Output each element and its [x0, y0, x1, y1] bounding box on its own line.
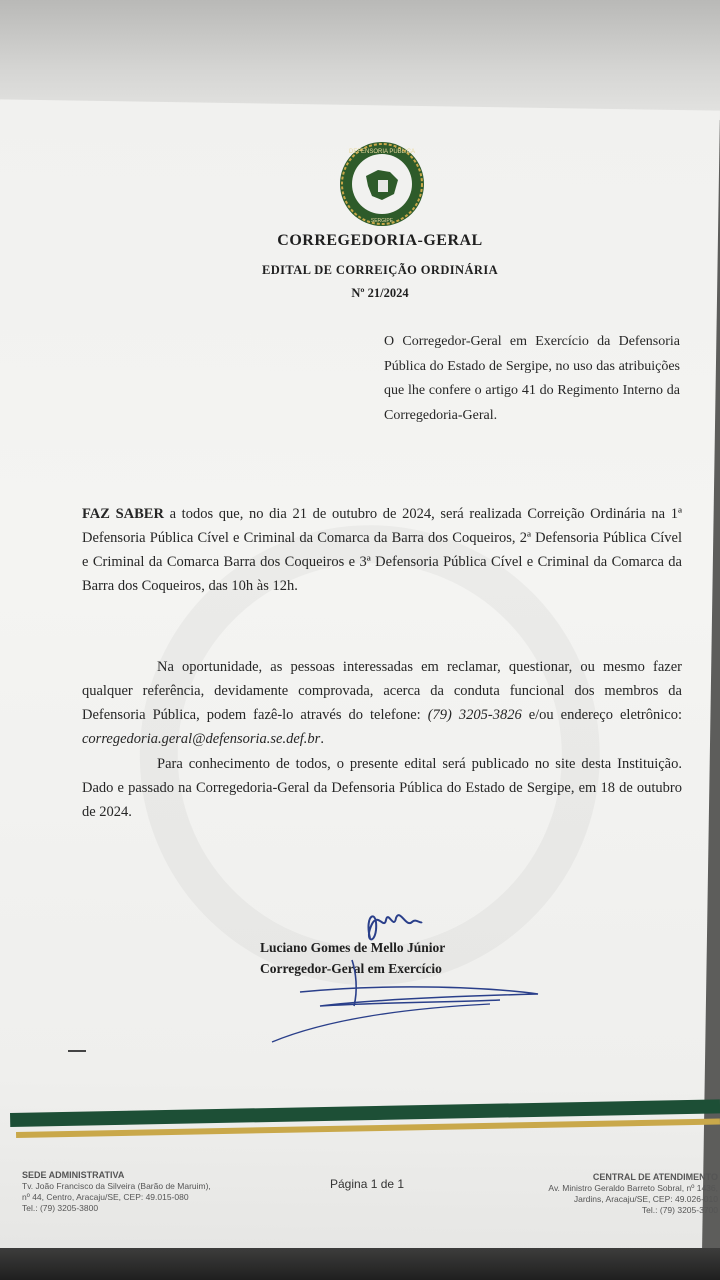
- footer-central-address: CENTRAL DE ATENDIMENTO Av. Ministro Geraldo Barreto Sobral, nº 1436, Jardins, Aracaju/SE, CEP: 49.026-010 Tel.: (79) 3205-3700: [548, 1172, 718, 1215]
- phone-number: (79) 3205-3826: [427, 707, 522, 723]
- document-subtitle: EDITAL DE CORREIÇÃO ORDINÁRIA: [261, 263, 499, 277]
- paragraph-2-text: Na oportunidade, as pessoas interessadas em reclamar, questionar, ou mesmo fazer qualquer referência, devidamente comprovada, acerca da conduta funcional dos membros da Defensoria Pública, podem fazê-lo através do telefone:: [82, 659, 682, 723]
- document-title: CORREGEDORIA-GERAL: [277, 232, 483, 249]
- mark-dash: [68, 1050, 86, 1052]
- footer-sede-address: SEDE ADMINISTRATIVA Tv. João Francisco da Silveira (Barão de Maruim), nº 44, Centro, Aracaju/SE, CEP: 49.015-080 Tel.: (79) 3205-3800: [22, 1170, 211, 1213]
- paragraph-publication: [82, 752, 682, 824]
- defensoria-seal-icon: [338, 140, 426, 228]
- edital-number: Nº 21/2024: [351, 286, 409, 300]
- paragraph-3-text: Para conhecimento de todos, o presente edital será publicado no site desta Instituição. Dado e passado na Corregedoria-Geral da Defensoria Pública do Estado de Sergipe, em 18 de outubro de 2024.: [82, 756, 682, 820]
- signatory-role: Corregedor-Geral em Exercício: [260, 961, 442, 976]
- preamble-text: O Corregedor-Geral em Exercício da Defensoria Pública do Estado de Sergipe, no uso das atribuições que lhe confere o artigo 41 do Regimento Interno da Corregedoria-Geral.: [384, 334, 680, 423]
- page-indicator: Página 1 de 1: [330, 1177, 405, 1191]
- paragraph-faz-saber: [82, 502, 682, 598]
- signatory-name: Luciano Gomes de Mello Júnior: [260, 940, 446, 955]
- bottom-shadow: [0, 1248, 720, 1280]
- svg-text:SERGIPE: SERGIPE: [370, 218, 394, 224]
- email-address: corregedoria.geral@defensoria.se.def.br: [82, 731, 321, 747]
- handwritten-signature: [260, 900, 560, 1050]
- paragraph-1-text: a todos que, no dia 21 de outubro de 2024, será realizada Correição Ordinária na 1ª Defensoria Pública Cível e Criminal da Comarca da Barra dos Coqueiros, 2ª Defensoria Pública Cível e Criminal da Comarca Barra dos Coqueiros e 3ª Defensoria Pública Cível e Criminal da Comarca da Barra dos Coqueiros, das 10h às 12h.: [82, 506, 682, 594]
- faz-saber-lead: FAZ SABER: [82, 506, 164, 522]
- svg-text:DEFENSORIA PÚBLICA: DEFENSORIA PÚBLICA: [348, 149, 416, 155]
- paragraph-2-mid: e/ou endereço eletrônico:: [521, 707, 682, 723]
- paragraph-contact: Na oportunidade, as pessoas interessadas em reclamar, questionar, ou mesmo fazer qualquer referência, devidamente comprovada, acerca da conduta funcional dos membros da Defensoria Pública, podem fazê-lo através do telefone: (79) 3205-3826 e/ou endereço eletrônico: corregedoria.geral@defensoria.se.def.br.: [82, 659, 682, 747]
